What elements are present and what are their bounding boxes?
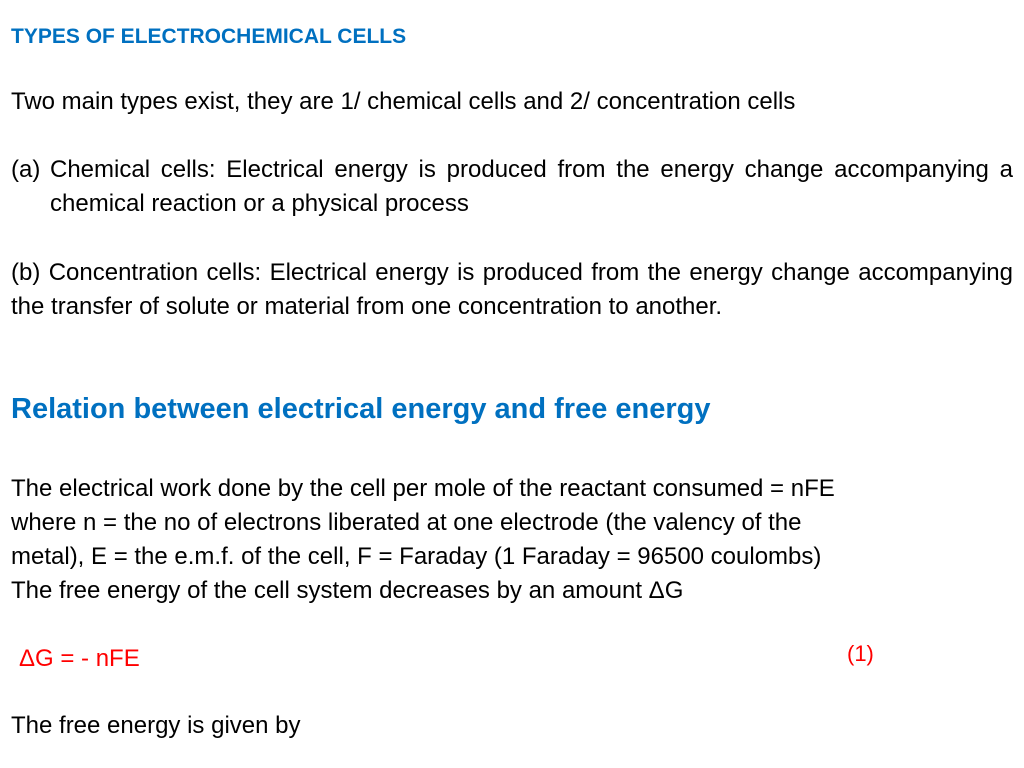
equation: ΔG = - nFE [19, 645, 140, 672]
paragraph-line: where n = the no of electrons liberated at one electrode (the valency of the [11, 509, 802, 536]
section-title: TYPES OF ELECTROCHEMICAL CELLS [11, 25, 407, 48]
list-item-chemical-cells [11, 153, 1013, 221]
closing-text: The free energy is given by [11, 712, 301, 739]
paragraph-line: metal), E = the e.m.f. of the cell, F = Faraday (1 Faraday = 96500 coulombs) [11, 543, 822, 570]
paragraph-line: The free energy of the cell system decreases by an amount ΔG [11, 577, 684, 604]
body-paragraph [11, 472, 1013, 608]
section-subheading: Relation between electrical energy and free energy [11, 393, 711, 425]
equation-number: (1) [847, 641, 874, 666]
paragraph-line: The electrical work done by the cell per mole of the reactant consumed = nFE [11, 475, 835, 502]
list-item-text: Chemical cells: Electrical energy is produced from the energy change accompanying a chemical reaction or a physical process [50, 156, 1013, 217]
intro-text: Two main types exist, they are 1/ chemical cells and 2/ concentration cells [11, 88, 796, 115]
list-item-concentration-cells: (b) Concentration cells: Electrical energy is produced from the energy change accompanying the transfer of solute or material from one concentration to another. [11, 259, 1013, 320]
list-item-marker: (a) [11, 156, 41, 183]
